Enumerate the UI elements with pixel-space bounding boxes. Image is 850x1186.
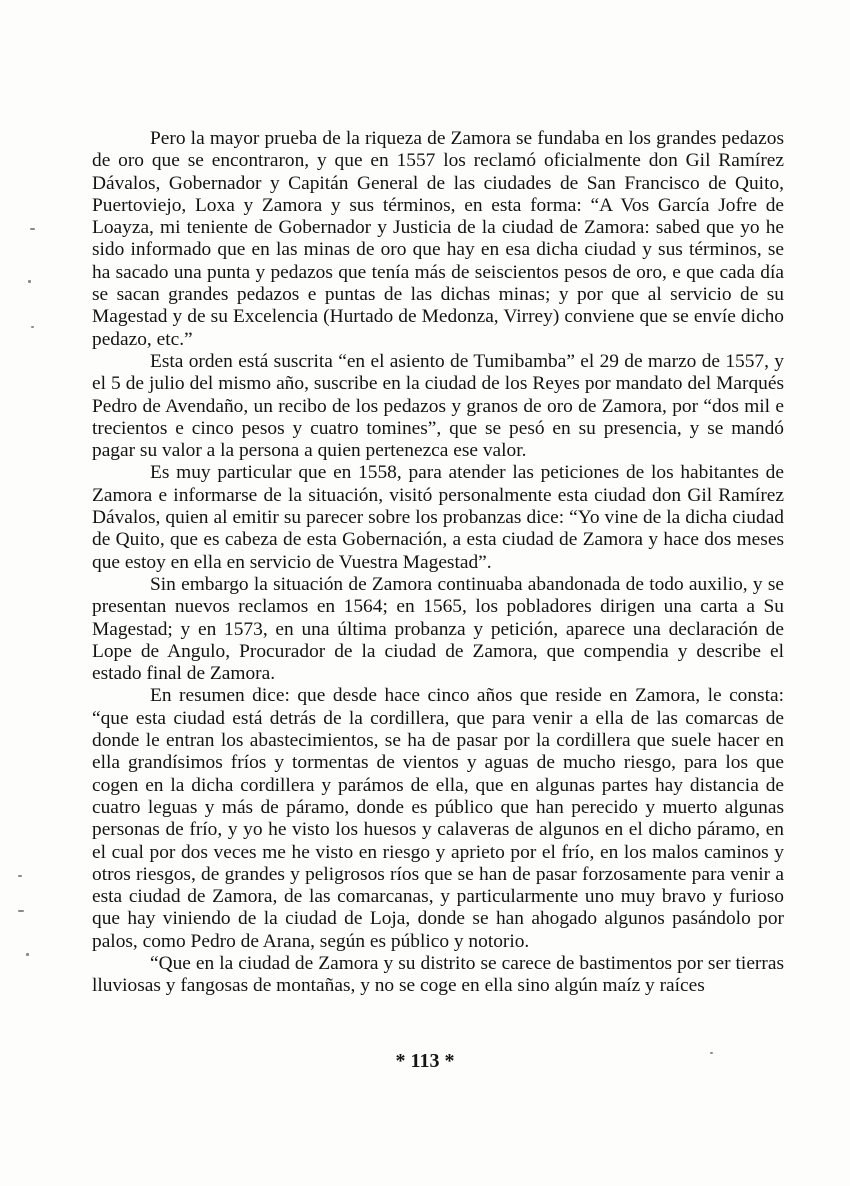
paragraph-5: En resumen dice: que desde hace cinco años que reside en Zamora, le consta: “que esta ciudad está detrás de la cordillera, que para venir a ella de las comarcas de donde le entran los abastecimientos, se ha de pasar por la cordillera que suele hacer en ella grandísimos fríos y tormentas de vientos y aguas de mucho riesgo, para los que cogen en la dicha cordillera y parámos de ella, que en algunas partes hay distancia de cuatro leguas y más de páramo, donde es público que han perecido y muerto algunas personas de frío, y yo he visto los huesos y calaveras de algunos en el dicho páramo, en el cual por dos veces me he visto en riesgo y aprieto por el frío, en los malos caminos y otros riesgos, de grandes y peligrosos ríos que se han de pasar forzosamente para venir a esta ciudad de Zamora, de las comarcanas, y particularmente uno muy bravo y furioso que hay viniendo de la ciudad de Loja, donde se han ahogado algunos pasándolo por palos, como Pedro de Arana, según es público y notorio.	[92, 685, 784, 952]
scan-speck	[30, 228, 35, 230]
scan-speck	[18, 910, 24, 912]
body-text	[92, 128, 784, 998]
scan-speck	[31, 326, 34, 328]
scan-speck	[710, 1052, 713, 1054]
page-number: * 113 *	[395, 1050, 455, 1072]
paragraph-4: Sin embargo la situación de Zamora continuaba abandonada de todo auxilio, y se presentan nuevos reclamos en 1564; en 1565, los pobladores dirigen una carta a Su Magestad; y en 1573, en una última probanza y petición, aparece una declaración de Lope de Angulo, Procurador de la ciudad de Zamora, que compendia y describe el estado final de Zamora.	[92, 573, 784, 685]
scan-speck	[28, 280, 31, 283]
scan-speck	[26, 953, 29, 956]
paragraph-3: Es muy particular que en 1558, para atender las peticiones de los habitantes de Zamora e informarse de la situación, visitó personalmente esta ciudad don Gil Ramírez Dávalos, quien al emitir su parecer sobre los probanzas dice: “Yo vine de la dicha ciudad de Quito, que es cabeza de esta Gobernación, a esta ciudad de Zamora y hace dos meses que estoy en ella en servicio de Vuestra Magestad”.	[92, 462, 784, 573]
paragraph-1: Pero la mayor prueba de la riqueza de Zamora se fundaba en los grandes pedazos de oro que se encontraron, y que en 1557 los reclamó oficialmente don Gil Ramírez Dávalos, Gobernador y Capitán General de las ciudades de San Francisco de Quito, Puertoviejo, Loxa y Zamora y sus términos, en esta forma: “A Vos García Jofre de Loayza, mi teniente de Gobernador y Justicia de la ciudad de Zamora: sabed que yo he sido informado que en las minas de oro que hay en esa dicha ciudad y sus términos, se ha sacado una punta y pedazos que tenía más de seiscientos pesos de oro, e que cada día se sacan grandes pedazos e puntas de las dichas minas; y por que al servicio de su Magestad y de su Excelencia (Hurtado de Medonza, Virrey) conviene que se envíe dicho pedazo, etc.”	[92, 128, 784, 350]
paragraph-6: “Que en la ciudad de Zamora y su distrito se carece de bastimentos por ser tierras lluviosas y fangosas de montañas, y no se coge en ella sino algún maíz y raíces	[92, 952, 784, 997]
paragraph-2: Esta orden está suscrita “en el asiento de Tumibamba” el 29 de marzo de 1557, y el 5 de julio del mismo año, suscribe en la ciudad de los Reyes por mandato del Marqués Pedro de Avendaño, un recibo de los pedazos y granos de oro de Zamora, por “dos mil e trecientos e cinco pesos y cuatro tomines”, que se pesó en su presencia, y se mandó pagar su valor a la persona a quien pertenezca ese valor.	[92, 350, 784, 462]
scan-speck	[18, 875, 22, 877]
